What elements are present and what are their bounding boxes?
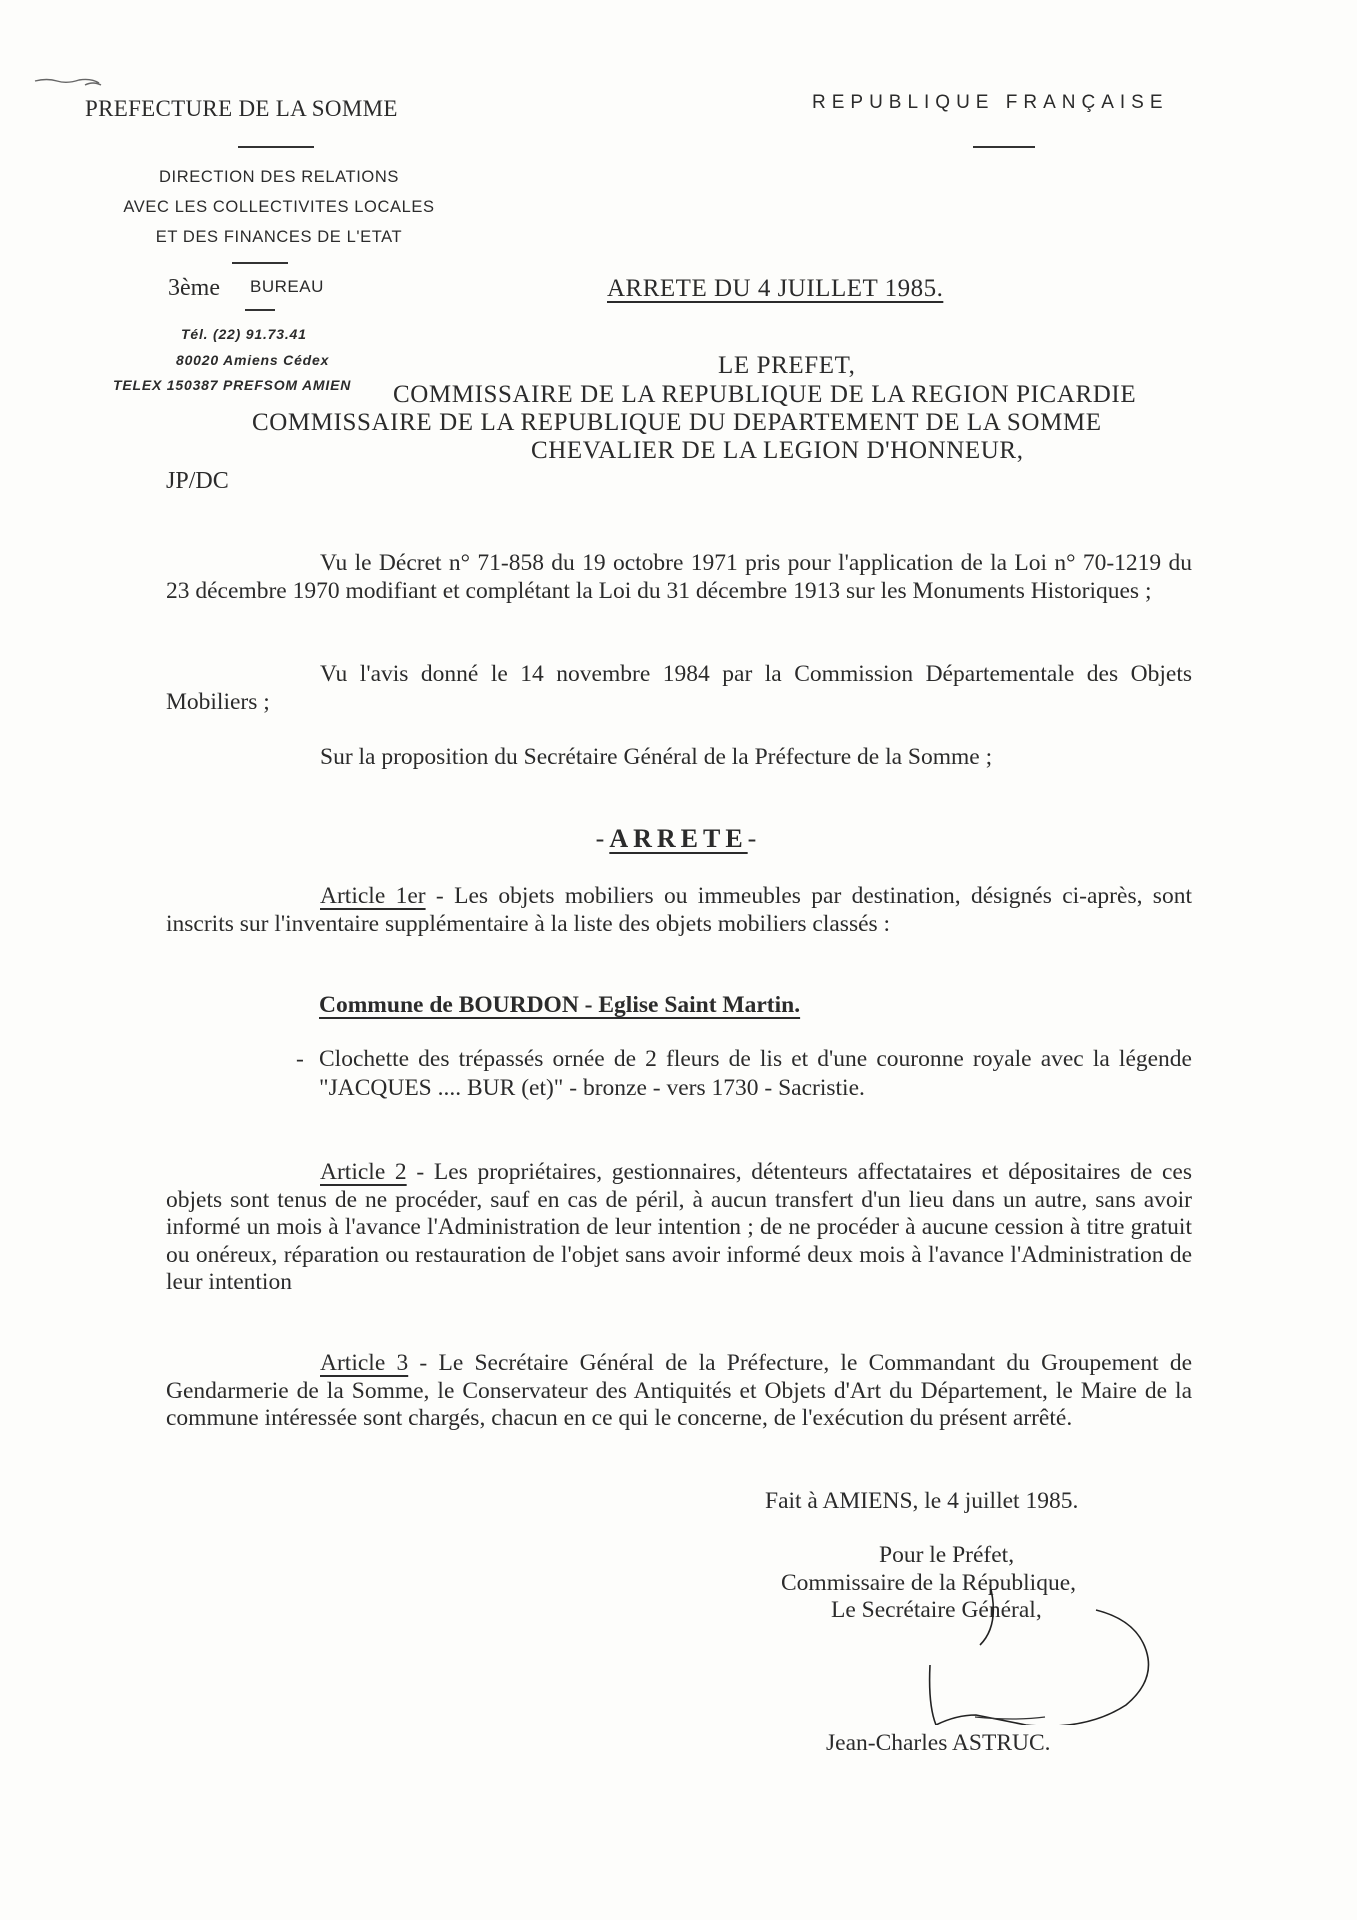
article-2-text: - Les propriétaires, gestionnaires, détenteurs affectataires et dépositaires de ces objets sont tenus de ne procéder, sauf en cas de péril, à aucun transfert d'un lieu dans un autre, sans avoir informé un mois à l'avance l'Administration de leur intention ; de ne procéder à aucune cession à titre gratuit ou onéreux, réparation ou restauration de l'objet sans avoir informé deux mois à l'avance l'Administration de leur intention (166, 1159, 1192, 1295)
item-dash: - (296, 1046, 304, 1072)
ink-mark (30, 73, 120, 93)
commissaire-line: Commissaire de la République, (781, 1570, 1077, 1596)
reference: JP/DC (166, 468, 229, 494)
commune-heading: Commune de BOURDON - Eglise Saint Martin. (319, 992, 801, 1018)
article-1-label: Article 1er (320, 883, 426, 909)
divider (973, 146, 1035, 148)
direction-line-1: DIRECTION DES RELATIONS (159, 168, 399, 186)
chevalier-title: CHEVALIER DE LA LEGION D'HONNEUR, (531, 437, 1024, 464)
proposition-paragraph: Sur la proposition du Secrétaire Général de la Préfecture de la Somme ; (320, 744, 993, 770)
divider (232, 262, 288, 264)
secretaire-line: Le Secrétaire Général, (831, 1597, 1042, 1623)
article-1 (166, 883, 1192, 938)
list-item (296, 1045, 1192, 1103)
region-title: COMMISSAIRE DE LA REPUBLIQUE DE LA REGION PICARDIE (393, 381, 1137, 408)
article-2-label: Article 2 (320, 1159, 407, 1185)
vu-avis-paragraph: Vu l'avis donné le 14 novembre 1984 par la Commission Départementale des Objets Mobiliers ; (166, 661, 1192, 715)
article-3 (166, 1350, 1192, 1433)
signatory-name: Jean-Charles ASTRUC. (826, 1730, 1051, 1756)
prefecture-title: PREFECTURE DE LA SOMME (85, 96, 398, 121)
article-3-label: Article 3 (320, 1350, 409, 1376)
article-1-text: - Les objets mobiliers ou immeubles par destination, désignés ci-après, sont inscrits sur l'inventaire supplémentaire à la liste des objets mobiliers classés : (166, 883, 1192, 937)
signature-scribble (870, 1555, 1190, 1725)
bureau-number: 3ème (168, 275, 220, 301)
divider (238, 146, 314, 148)
republique-title: REPUBLIQUE FRANÇAISE (812, 92, 1169, 113)
telephone: Tél. (22) 91.73.41 (181, 326, 307, 342)
item-text: Clochette des trépassés ornée de 2 fleurs de lis et d'une couronne royale avec la légende "JACQUES .... BUR (et)" - bronze - vers 1730 - Sacristie. (319, 1046, 1192, 1101)
arrete-heading: -ARRETE- (595, 824, 762, 853)
direction-line-3: ET DES FINANCES DE L'ETAT (155, 228, 403, 246)
bureau-label: BUREAU (250, 277, 324, 296)
address: 80020 Amiens Cédex (176, 352, 330, 368)
article-3-text: - Le Secrétaire Général de la Préfecture, le Commandant du Groupement de Gendarmerie de la Somme, le Conservateur des Antiquités et Objets d'Art du Département, le Maire de la commune intéressée sont chargés, chacun en ce qui le concerne, de l'exécution du présent arrêté. (166, 1350, 1192, 1431)
prefet-title: LE PREFET, (718, 352, 856, 379)
direction-line-2: AVEC LES COLLECTIVITES LOCALES (123, 198, 435, 216)
divider (245, 309, 275, 311)
arrete-word: ARRETE (609, 824, 748, 853)
vu-decret-paragraph: Vu le Décret n° 71-858 du 19 octobre 1971 pris pour l'application de la Loi n° 70-1219 du 23 décembre 1970 modifiant et complétant la Loi du 31 décembre 1913 sur les Monuments Historiques ; (166, 550, 1192, 604)
telex: TELEX 150387 PREFSOM AMIEN (113, 377, 352, 393)
pour-le-prefet: Pour le Préfet, (879, 1542, 1015, 1568)
departement-title: COMMISSAIRE DE LA REPUBLIQUE DU DEPARTEMENT DE LA SOMME (252, 409, 1102, 436)
article-2 (166, 1159, 1192, 1297)
place-date: Fait à AMIENS, le 4 juillet 1985. (765, 1488, 1079, 1514)
arrete-date: ARRETE DU 4 JUILLET 1985. (607, 275, 944, 302)
